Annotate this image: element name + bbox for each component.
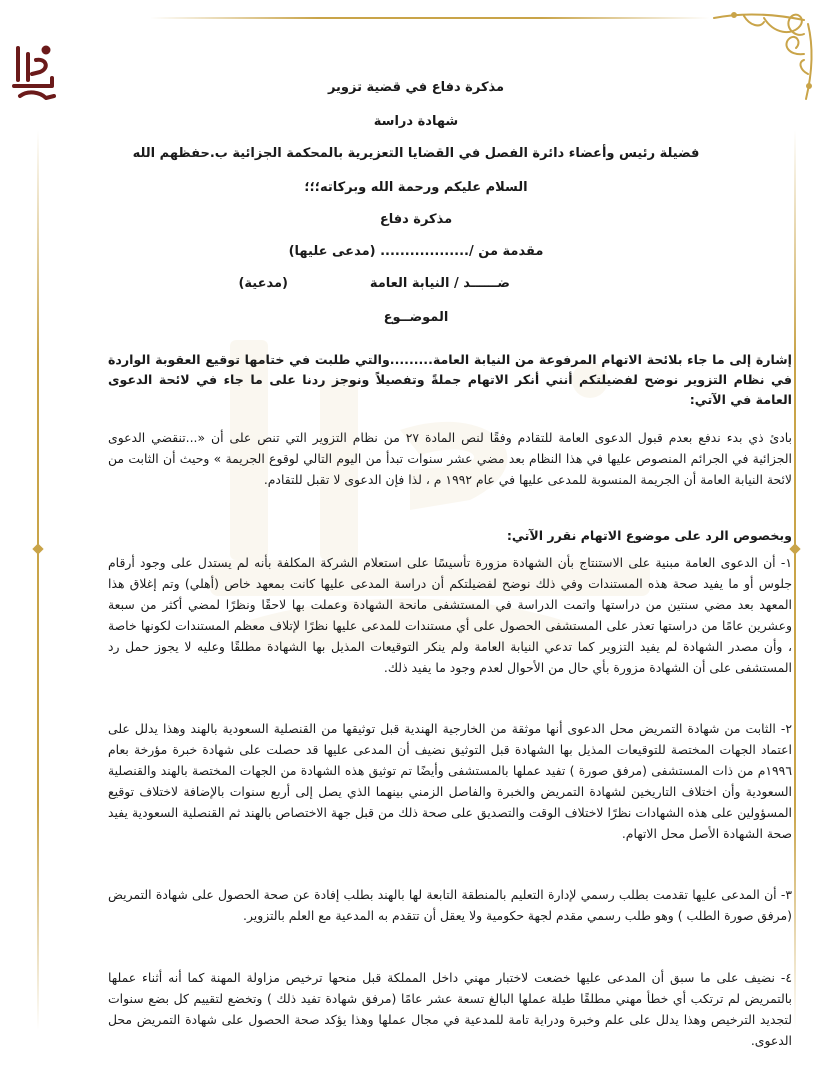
response-subheading: وبخصوص الرد على موضوع الاتهام نقرر الآتي: — [506, 528, 792, 543]
submitted-by-line: مقدمة من /.................. (مدعى عليها) — [288, 244, 544, 259]
point-4-paragraph: ٤- نضيف على ما سبق أن المدعى عليها خضعت لاختبار مهني داخل المملكة قبل منحها ترخيص مزاولة المهنة كما أنه أثناء عملها بالتمريض لم ترتكب أي خطأ مهني مطلقًا طيلة عملها البالغ تسعة عشر عامًا (مرفق شهادة تفيد ذلك ) وتخضع لتقييم كل بضع سنوات لتجديد الترخيص وهذا يدلل على علم وخبرة ودراية تامة للمدعية في مجال عملها وهذا يؤكد صحة الحصول على شهادة التمريض محل الدعوى. — [108, 970, 792, 1048]
prescription-paragraph: بادئ ذي بدء ندفع بعدم قبول الدعوى العامة للتقادم وفقًا لنص المادة ٢٧ من نظام التزوير التي تنص على أن «...تنقضي الدعوى الجزائية في الجرائم المنصوص عليها في هذا النظام بعد مضي عشر سنوات تبدأ من اليوم التالي لوقوع الجريمة » وحيث أن الثابت من لائحة النيابة العامة أن الجريمة المنسوبة للمدعى عليها في عام ١٩٩٢ م ، لذا فإن الدعوى لا تقبل للتقادم. — [108, 430, 792, 487]
addressee-line: فضيلة رئيس وأعضاء دائرة الفصل في القضايا التعزيرية بالمحكمة الجزائية ب.حفظهم الله — [132, 146, 700, 161]
against-party: ضــــــد / النيابة العامة — [369, 276, 510, 291]
firm-logo — [6, 40, 61, 105]
frame-top-line — [150, 17, 710, 19]
frame-right-line — [794, 130, 796, 1030]
subject-heading: الموضــوع — [383, 310, 449, 325]
point-2-paragraph: ٢- الثابت من شهادة التمريض محل الدعوى أنها موثقة من الخارجية الهندية قبل توثيقها من القنصلية السعودية بالهند وهذا يدلل على اعتماد الجهات المختصة للتوقيعات المذيل بها الشهادة قبل التوثيق نضيف أن المدعى عليها قد حصلت على شهادة خبرة مؤرخة بعام ١٩٩٦م من ذات المستشفى (مرفق صورة ) تفيد عملها بالمستشفى وأيضًا تم توثيق هذه الشهادة من الجهات المختصة بالهند والقنصلية السعودية وأن اختلاف التاريخين لشهادة التمريض والخبرة والفاصل الزمني بينهما الذي يصل إلى أربع سنوات بالإضافة لاختلاف توقيع المسؤولين على هذه الشهادات نظرًا لاختلاف الوقت والتصديق على صحة ذلك من قبل جهة الاختصاص بالهند ثم القنصلية السعودية يفيد صحة الشهادة الأصل محل الاتهام. — [108, 721, 792, 841]
point-1-paragraph: ١- أن الدعوى العامة مبنية على الاستنتاج بأن الشهادة مزورة تأسيسًا على استعلام الشركة المكلفة بأنه لم يستدل على وجود أرقام جلوس أو ما يفيد صحة هذه المستندات وفي ذلك نوضح لفضيلتكم أن دراسة المدعى عليها كانت بمعهد خاص (أهلي) وتم إغلاق هذا المعهد بعد مضي سنتين من دراستها واتمت الدراسة في المستشفى مانحة الشهادة وعملت بها لاحقًا ونظرًا لمضي أكثر من سبعة وعشرين عامًا من دراستها تعذر على المستشفى الحصول على أي مستندات للمدعى عليها نظرًا لإتلاف معظم المستندات لكونها خاصة ، وأن مصدر الشهادة لم يفيد التزوير كما تدعي النيابة العامة ولم ينكر التوقيعات المذيل بها الشهادة مطلقًا وعليه لا يجوز حمل رد المستشفى على أن الشهادة مزورة بأي حال من الأحوال لعدم وجود ما يفيد ذلك. — [108, 555, 792, 675]
point-3-paragraph: ٣- أن المدعى عليها تقدمت بطلب رسمي لإدارة التعليم بالمنطقة التابعة لها بالهند بطلب إفادة عن صحة الحصول على شهادة التمريض (مرفق صورة الطلب ) وهو طلب رسمي مقدم لجهة حكومية ولا يعقل أن تتقدم به المدعية مع العلم بالتزوير. — [108, 887, 792, 923]
frame-left-line — [37, 130, 39, 1030]
document-title: مذكرة دفاع في قضية تزوير — [327, 80, 505, 95]
document-subtitle: شهادة دراسة — [373, 114, 459, 129]
greeting-line: السلام عليكم ورحمة الله وبركاته؛؛؛ — [304, 180, 528, 195]
memo-label: مذكرة دفاع — [379, 212, 453, 227]
frame-left-diamond — [32, 543, 43, 554]
intro-paragraph: إشارة إلى ما جاء بلائحة الاتهام المرفوعة من النيابة العامة.........والتي طلبت في ختامها توقيع العقوبة الواردة في نظام التزوير نوضح لفضيلتكم أنني أنكر الاتهام جملةً وتفصيلاً ونوجز ردنا على ما جاء في لائحة الدعوى العامة في الآتي: — [108, 352, 792, 407]
plaintiff-role: (مدعية) — [238, 276, 288, 291]
